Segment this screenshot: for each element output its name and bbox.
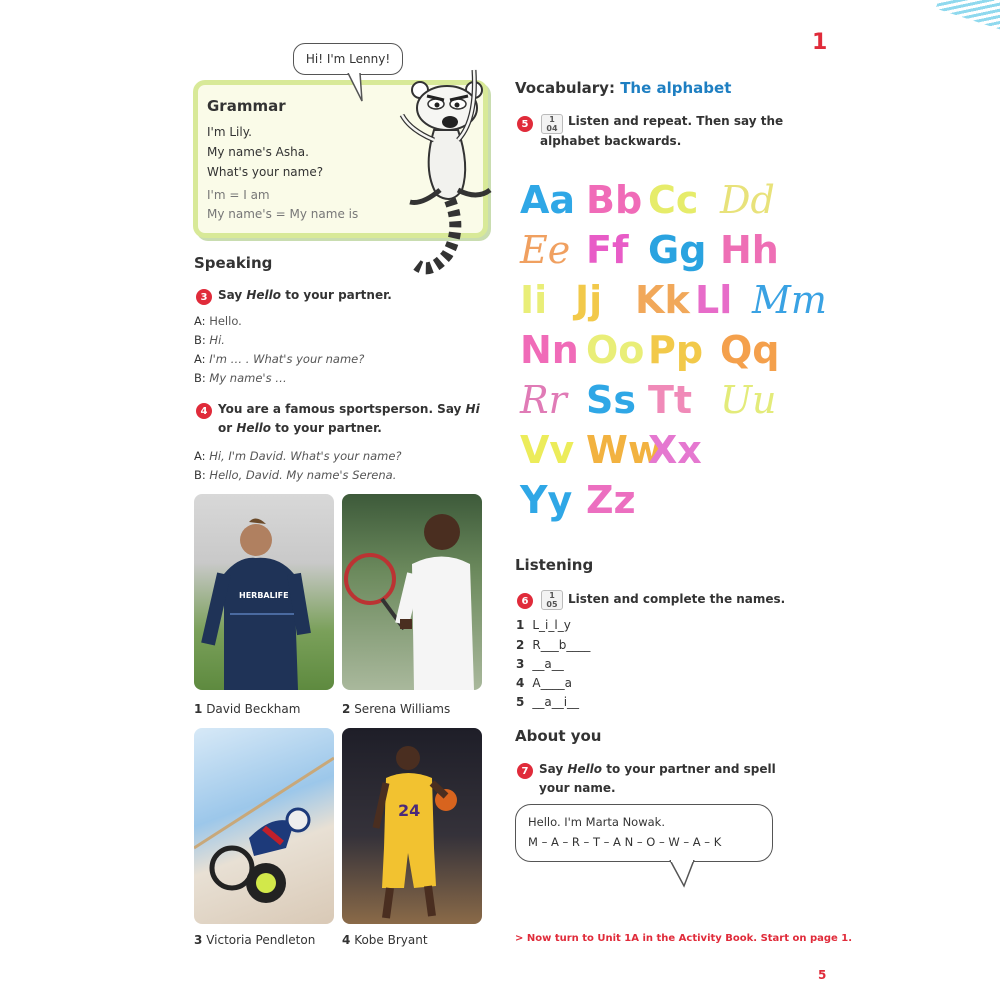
item-number: 5: [516, 695, 525, 709]
photo-victoria-pendleton: [194, 728, 334, 924]
ex7-text-line2: your name.: [539, 781, 616, 795]
bubble-tail: [340, 73, 370, 105]
caption-number: 2: [342, 702, 351, 716]
grammar-line: I'm Lily.: [207, 125, 252, 139]
ex4-text-pre2: or: [218, 421, 237, 435]
dialog-line: [194, 369, 364, 388]
grammar-note: My name's = My name is: [207, 207, 359, 221]
exercise-7-number: 7: [517, 763, 533, 779]
dialog-speaker: A:: [194, 449, 206, 463]
item-text: A____a: [532, 676, 572, 690]
caption-name: Victoria Pendleton: [206, 933, 316, 947]
shirt-sponsor-text: HERBALIFE: [239, 591, 289, 600]
marta-bubble-line2: M – A – R – T – A N – O – W – A – K: [528, 835, 722, 849]
marta-speech-bubble: [515, 804, 773, 862]
exercise-4-dialog: [194, 447, 402, 485]
photo-caption: [342, 702, 450, 716]
item-number: 2: [516, 638, 525, 652]
alphabet-letter-f: Ff: [586, 228, 629, 272]
lenny-speech-bubble: [293, 43, 403, 75]
exercise-6-instruction: Listen and complete the names.: [568, 592, 786, 606]
caption-name: Kobe Bryant: [354, 933, 428, 947]
photo-david-beckham: [194, 494, 334, 690]
alphabet-letter-p: Pp: [648, 328, 704, 372]
alphabet-letter-w: Ww: [586, 428, 664, 472]
cd-number: 1: [549, 115, 555, 124]
alphabet-letter-i: Ii: [520, 278, 548, 322]
alphabet-letter-y: Yy: [520, 478, 573, 522]
vocabulary-title-accent: The alphabet: [620, 79, 732, 97]
photo-caption: [342, 933, 428, 947]
listening-item: [516, 638, 590, 652]
lemur-character-illustration: [392, 60, 492, 280]
cyclist-silhouette: [194, 728, 334, 924]
cd-number: 1: [549, 591, 555, 600]
marta-bubble-line1: Hello. I'm Marta Nowak.: [528, 815, 665, 829]
page-number: 5: [818, 968, 827, 982]
dialog-text: Hi.: [209, 333, 225, 347]
item-number: 1: [516, 618, 525, 632]
listening-item: [516, 657, 564, 671]
ex4-text-post: to your partner.: [271, 421, 382, 435]
ex7-text-pre: Say: [539, 762, 568, 776]
grammar-note: I'm = I am: [207, 188, 270, 202]
vocabulary-title: [515, 79, 731, 97]
ex7-text-post: to your partner and spell: [602, 762, 776, 776]
alphabet-letter-x: Xx: [648, 428, 702, 472]
alphabet-letter-n: Nn: [520, 328, 579, 372]
alphabet-letter-c: Cc: [648, 178, 699, 222]
alphabet-letter-r: Rr: [520, 378, 567, 422]
audio-track-icon[interactable]: [541, 114, 563, 134]
alphabet-letter-u: Uu: [720, 378, 777, 422]
exercise-3-number: 3: [196, 289, 212, 305]
caption-number: 4: [342, 933, 351, 947]
exercise-4-number: 4: [196, 403, 212, 419]
ex4-text-pre: You are a famous sportsperson. Say: [218, 402, 466, 416]
caption-name: Serena Williams: [354, 702, 451, 716]
jersey-number: 24: [398, 801, 421, 820]
dialog-text: Hello, David. My name's Serena.: [209, 468, 397, 482]
vocabulary-title-prefix: Vocabulary:: [515, 79, 621, 97]
grammar-line: My name's Asha.: [207, 145, 309, 159]
alphabet-letter-t: Tt: [648, 378, 693, 422]
dialog-speaker: A:: [194, 352, 206, 366]
bubble-tail: [668, 860, 708, 890]
exercise-5-number: 5: [517, 116, 533, 132]
exercise-3-dialog: [194, 312, 364, 388]
exercise-5-instruction-line2: alphabet backwards.: [540, 134, 682, 148]
alphabet-letter-d: Dd: [720, 178, 775, 222]
item-text: R___b____: [532, 638, 591, 652]
item-number: 3: [516, 657, 525, 671]
exercise-7-instruction: [539, 760, 776, 798]
ex3-text-pre: Say: [218, 288, 247, 302]
dialog-line: [194, 331, 364, 350]
alphabet-letter-v: Vv: [520, 428, 575, 472]
listening-item: [516, 695, 579, 709]
alphabet-grid: [520, 178, 830, 528]
alphabet-letter-l: Ll: [695, 278, 733, 322]
photo-caption: [194, 933, 315, 947]
ex4-text-em: Hi: [465, 402, 480, 416]
ex3-text-em: Hello: [246, 288, 282, 302]
dialog-line: [194, 350, 364, 369]
listening-item: [516, 676, 572, 690]
alphabet-letter-q: Qq: [720, 328, 780, 372]
dialog-speaker: A:: [194, 314, 206, 328]
item-number: 4: [516, 676, 525, 690]
item-text: __a__i__: [532, 695, 580, 709]
dialog-line: [194, 466, 402, 485]
basketball-player-silhouette: [342, 728, 482, 924]
grammar-line: What's your name?: [207, 165, 324, 179]
lenny-speech-text: Hi! I'm Lenny!: [305, 52, 391, 66]
exercise-3-instruction: [218, 286, 392, 305]
dialog-speaker: B:: [194, 371, 206, 385]
dialog-text: I'm … . What's your name?: [209, 352, 365, 366]
audio-track-icon[interactable]: [541, 590, 563, 610]
footballer-silhouette: [194, 494, 334, 690]
unit-number: 1: [812, 30, 828, 55]
dialog-text: Hello.: [209, 314, 242, 328]
exercise-5-instruction-line1: Listen and repeat. Then say the: [568, 114, 784, 128]
alphabet-letter-m: Mm: [752, 278, 827, 322]
photo-kobe-bryant: [342, 728, 482, 924]
alphabet-letter-g: Gg: [648, 228, 707, 272]
alphabet-letter-b: Bb: [586, 178, 643, 222]
caption-number: 1: [194, 702, 203, 716]
activity-book-note[interactable]: > Now turn to Unit 1A in the Activity Book. Start on page 1.: [515, 933, 853, 944]
caption-number: 3: [194, 933, 203, 947]
about-you-title: About you: [515, 727, 602, 745]
alphabet-letter-h: Hh: [720, 228, 779, 272]
track-number: 05: [546, 600, 558, 609]
dialog-text: Hi, I'm David. What's your name?: [209, 449, 402, 463]
alphabet-letter-k: Kk: [635, 278, 690, 322]
dialog-speaker: B:: [194, 468, 206, 482]
track-number: 04: [546, 124, 558, 133]
alphabet-letter-a: Aa: [520, 178, 576, 222]
caption-name: David Beckham: [206, 702, 301, 716]
ex3-text-post: to your partner.: [281, 288, 392, 302]
alphabet-letter-s: Ss: [586, 378, 636, 422]
exercise-4-instruction: [218, 400, 480, 438]
speaking-title: Speaking: [194, 254, 273, 272]
dialog-speaker: B:: [194, 333, 206, 347]
dialog-text: My name's …: [209, 371, 287, 385]
dialog-line: [194, 312, 364, 331]
grammar-title: Grammar: [207, 97, 286, 115]
item-text: __a__: [532, 657, 564, 671]
tennis-player-silhouette: [342, 494, 482, 690]
corner-stripe-decoration: [936, 0, 1000, 30]
dialog-line: [194, 447, 402, 466]
alphabet-letter-o: Oo: [586, 328, 645, 372]
alphabet-letter-z: Zz: [586, 478, 636, 522]
item-text: L_i_l_y: [532, 618, 571, 632]
listening-title: Listening: [515, 556, 594, 574]
listening-item: [516, 618, 571, 632]
alphabet-letter-j: Jj: [575, 278, 603, 322]
alphabet-letter-e: Ee: [520, 228, 571, 272]
exercise-6-number: 6: [517, 593, 533, 609]
ex4-text-em2: Hello: [236, 421, 271, 435]
photo-serena-williams: [342, 494, 482, 690]
ex7-text-em: Hello: [567, 762, 603, 776]
photo-caption: [194, 702, 300, 716]
